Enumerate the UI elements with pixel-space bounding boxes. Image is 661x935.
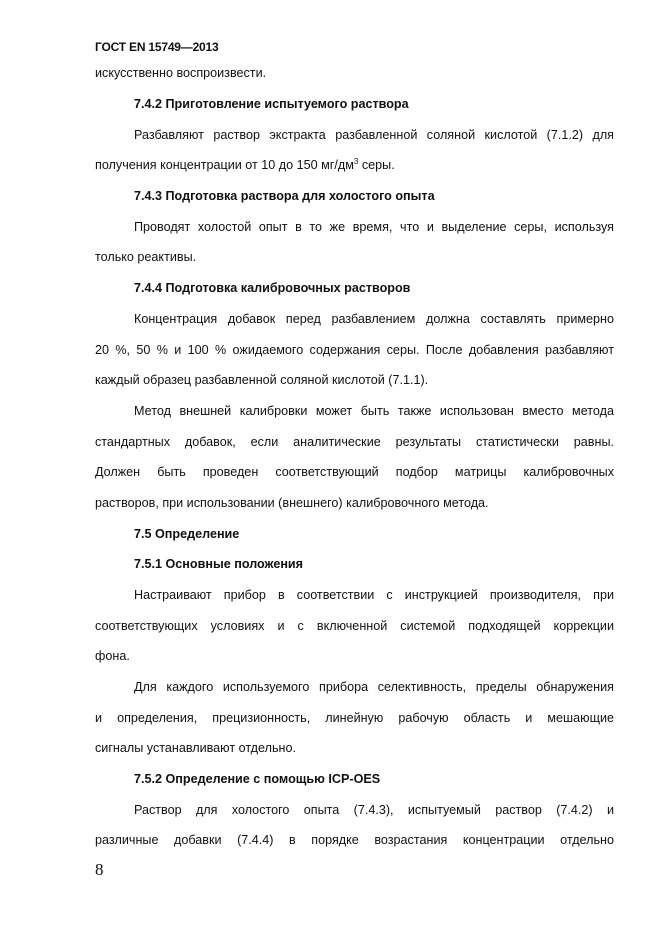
text-fragment: получения концентрации от 10 до 150 мг/дм: [95, 158, 354, 172]
text-line: Настраивают прибор в соответствии с инструкцией производителя, при: [134, 588, 614, 602]
text-line: Метод внешней калибровки может быть также использован вместо метода: [134, 404, 614, 418]
section-heading: 7.4.4 Подготовка калибровочных растворов: [134, 281, 411, 295]
document-header: ГОСТ EN 15749—2013: [95, 40, 219, 54]
text-line: фона.: [95, 649, 130, 663]
text-line: различные добавки (7.4.4) в порядке возрастания концентрации отдельно: [95, 833, 614, 847]
superscript: 3: [353, 157, 359, 166]
text-line: и определения, прецизионность, линейную рабочую область и мешающие: [95, 711, 614, 725]
text-line: Разбавляют раствор экстракта разбавленной соляной кислотой (7.1.2) для: [134, 128, 614, 142]
text-line: Концентрация добавок перед разбавлением должна составлять примерно: [134, 312, 614, 326]
text-line: Раствор для холостого опыта (7.4.3), испытуемый раствор (7.4.2) и: [134, 803, 614, 817]
section-heading: 7.5 Определение: [134, 527, 240, 541]
text-line: 20 %, 50 % и 100 % ожидаемого содержания серы. После добавления разбавляют: [95, 343, 614, 357]
text-line: [95, 157, 614, 173]
text-line: только реактивы.: [95, 250, 197, 264]
text-line: стандартных добавок, если аналитические результаты статистически равны.: [95, 435, 614, 449]
text-line: каждый образец разбавленной соляной кислотой (7.1.1).: [95, 373, 429, 387]
text-fragment: серы.: [358, 158, 395, 172]
text-line: Проводят холостой опыт в то же время, что и выделение серы, используя: [134, 220, 614, 234]
section-heading: 7.4.3 Подготовка раствора для холостого опыта: [134, 189, 435, 203]
page-number: 8: [95, 860, 104, 879]
text-line: соответствующих условиях и с включенной системой подходящей коррекции: [95, 619, 614, 633]
text-line: Для каждого используемого прибора селективность, пределы обнаружения: [134, 680, 614, 694]
text-line: Должен быть проведен соответствующий подбор матрицы калибровочных: [95, 465, 614, 479]
section-heading: 7.4.2 Приготовление испытуемого раствора: [134, 97, 409, 111]
text-line: искусственно воспроизвести.: [95, 66, 267, 80]
text-line: растворов, при использовании (внешнего) калибровочного метода.: [95, 496, 489, 510]
text-line: сигналы устанавливают отдельно.: [95, 741, 296, 755]
section-heading: 7.5.1 Основные положения: [134, 557, 304, 571]
section-heading: 7.5.2 Определение с помощью ICP-OES: [134, 772, 381, 786]
